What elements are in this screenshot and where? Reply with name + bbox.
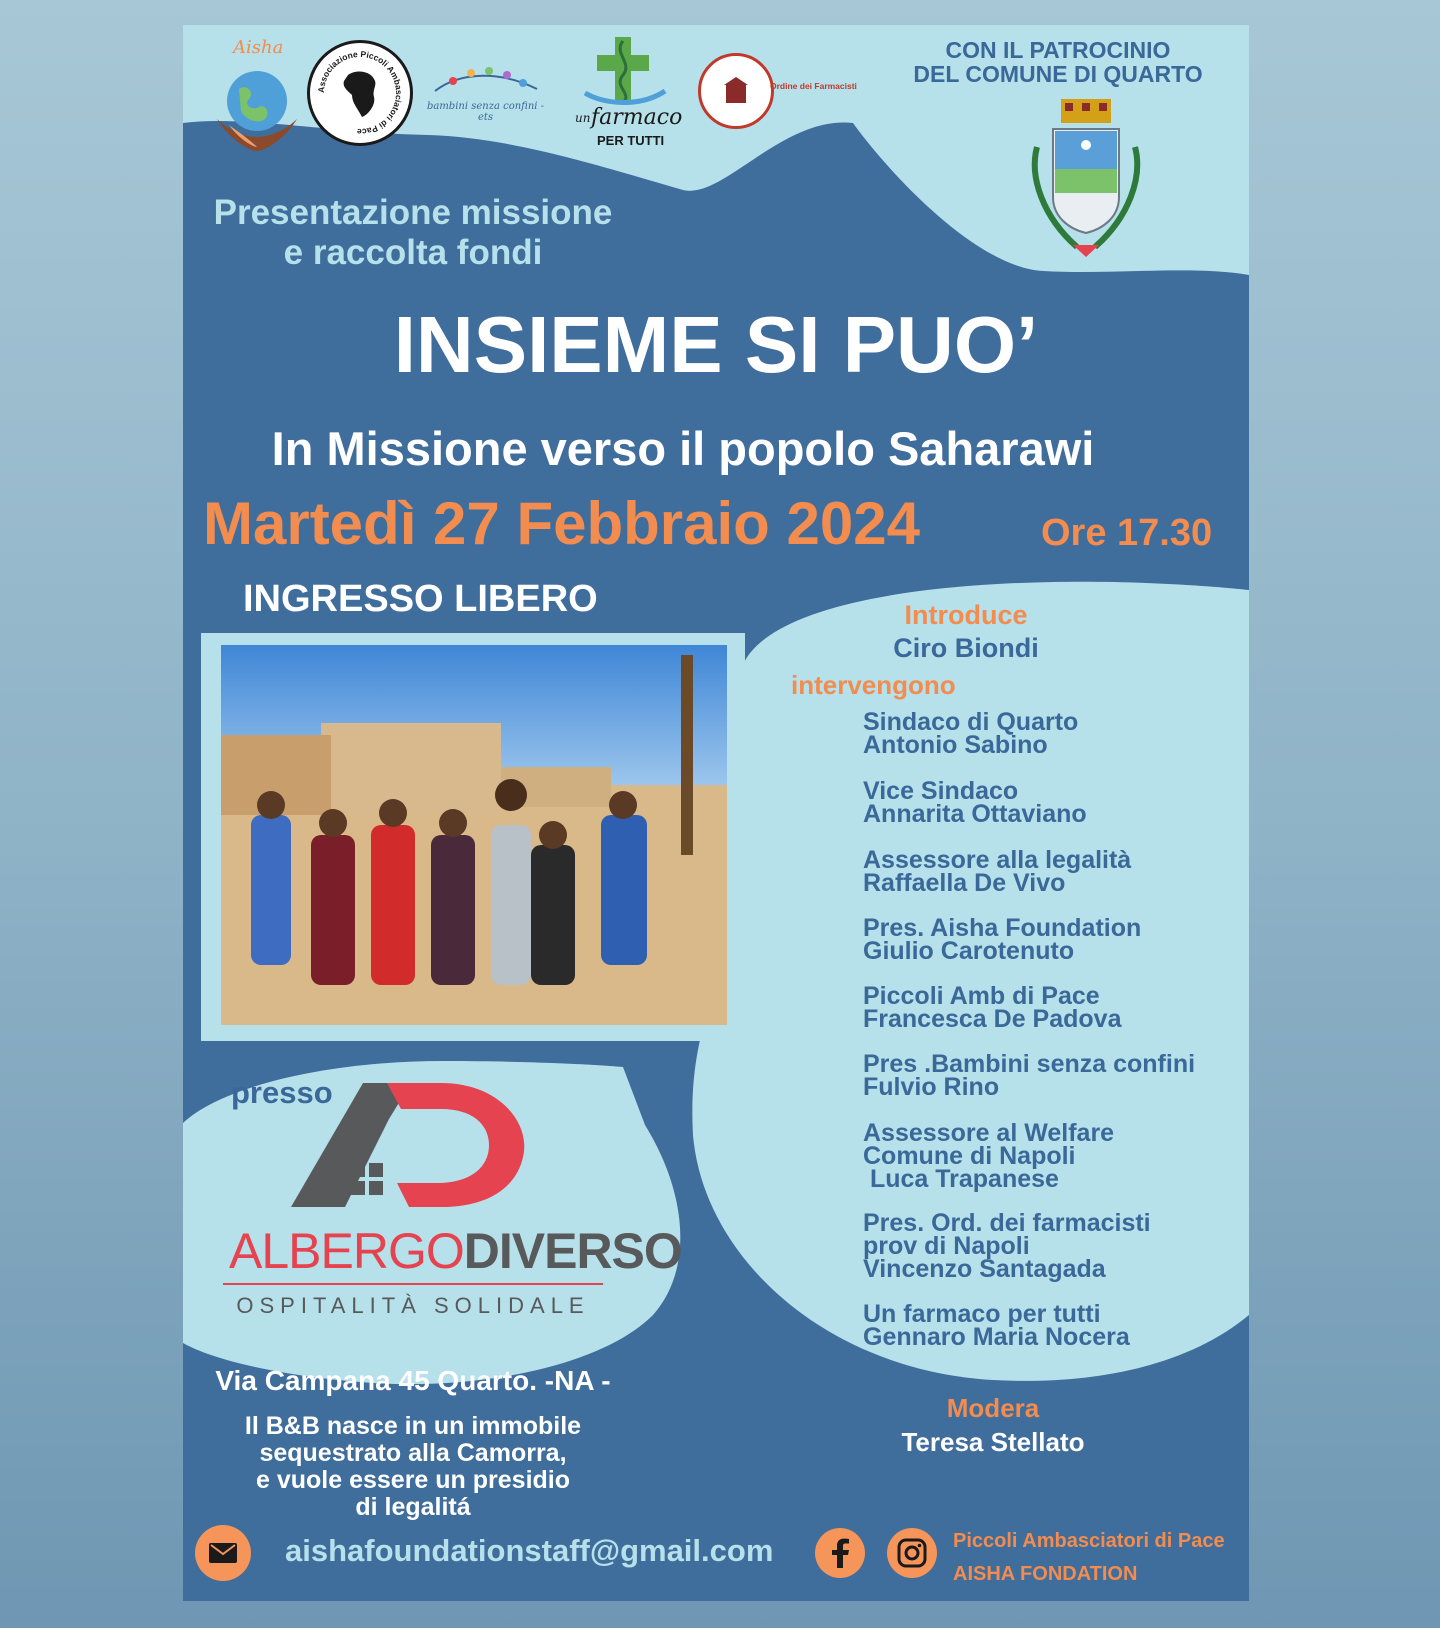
speaker-item bbox=[863, 914, 1243, 965]
moderator-name: Teresa Stellato bbox=[901, 1427, 1085, 1457]
speaker-item bbox=[863, 1300, 1243, 1351]
speaker-name: Annarita Ottaviano bbox=[863, 800, 1087, 828]
introduce-label: Introduce bbox=[904, 600, 1028, 630]
speaker-role: Un farmaco per tutti bbox=[863, 1300, 1101, 1328]
ordine-farmacisti-logo bbox=[698, 53, 858, 129]
speaker-item bbox=[863, 982, 1243, 1033]
patronage-line1: CON IL PATROCINIO bbox=[945, 37, 1171, 63]
speaker-name: Francesca De Padova bbox=[863, 1005, 1122, 1033]
event-subtitle: In Missione verso il popolo Saharawi bbox=[271, 422, 1095, 475]
speaker-name: Luca Trapanese bbox=[863, 1165, 1059, 1193]
intro-line1: Presentazione missione bbox=[213, 193, 613, 232]
aisha-logo bbox=[205, 35, 305, 155]
speaker-role: Pres. Ord. dei farmacisti bbox=[863, 1209, 1151, 1237]
globe-hands-icon bbox=[209, 59, 305, 155]
speaker-item bbox=[863, 777, 1243, 828]
piccoli-ring-text: Associazione Piccoli Ambasciatori di Pace bbox=[315, 48, 405, 138]
bambini-logo-text: bambini senza confini - ets bbox=[426, 101, 545, 123]
brand-part-diverso: DIVERSO bbox=[463, 1223, 682, 1279]
albergo-diverso-logo-icon bbox=[291, 1075, 541, 1215]
bambini-senza-confini-logo bbox=[423, 63, 548, 123]
introduce-name: Ciro Biondi bbox=[893, 633, 1039, 663]
speaker-role: Assessore alla legalità bbox=[863, 846, 1132, 874]
social-page-2[interactable]: AISHA FONDATION bbox=[953, 1563, 1138, 1585]
speaker-name: Gennaro Maria Nocera bbox=[863, 1323, 1130, 1351]
event-title: INSIEME SI PUO’ bbox=[393, 300, 1039, 389]
moderator-label: Modera bbox=[946, 1393, 1040, 1423]
event-time: Ore 17.30 bbox=[1041, 512, 1213, 554]
venue-note bbox=[183, 1413, 643, 1521]
speaker-org: Comune di Napoli bbox=[863, 1142, 1076, 1170]
social-names bbox=[953, 1525, 1225, 1591]
albergo-diverso-brand bbox=[229, 1223, 682, 1279]
speaker-role: Sindaco di Quarto bbox=[863, 708, 1079, 736]
instagram-icon[interactable] bbox=[887, 1528, 937, 1578]
children-figures-icon bbox=[431, 63, 541, 97]
presso-label: presso bbox=[231, 1075, 333, 1110]
farmaco-un-text: un bbox=[575, 111, 591, 125]
contact-email[interactable]: aishafoundationstaff@gmail.com bbox=[285, 1533, 774, 1568]
speaker-item bbox=[863, 1050, 1243, 1101]
venue-address: Via Campana 45 Quarto. -NA - bbox=[215, 1365, 611, 1396]
speaker-role: Piccoli Amb di Pace bbox=[863, 982, 1100, 1010]
speaker-name: Fulvio Rino bbox=[863, 1073, 1000, 1101]
social-page-1[interactable]: Piccoli Ambasciatori di Pace bbox=[953, 1530, 1225, 1552]
piccoli-ambasciatori-logo bbox=[307, 40, 413, 146]
venue-note-line1: Il B&B nasce in un immobile bbox=[244, 1412, 582, 1440]
venue-note-line2: sequestrato alla Camorra, bbox=[259, 1439, 567, 1467]
venue-note-line3: e vuole essere un presidio bbox=[255, 1466, 570, 1494]
poster bbox=[183, 25, 1249, 1601]
un-farmaco-per-tutti-logo bbox=[575, 33, 683, 153]
speaker-org: prov di Napoli bbox=[863, 1232, 1030, 1260]
brand-tagline: OSPITALITÀ SOLIDALE bbox=[236, 1293, 590, 1318]
mail-icon[interactable] bbox=[195, 1525, 251, 1581]
speakers-label: intervengono bbox=[791, 670, 956, 700]
africa-map-icon bbox=[312, 45, 408, 141]
intro-line2: e raccolta fondi bbox=[283, 233, 543, 272]
speaker-item bbox=[863, 1209, 1243, 1283]
comune-quarto-crest-icon bbox=[1023, 97, 1149, 265]
speaker-name: Giulio Carotenuto bbox=[863, 937, 1075, 965]
speaker-item bbox=[863, 846, 1243, 897]
farmaco-per-tutti-text: PER TUTTI bbox=[597, 133, 665, 148]
saharawi-children-photo bbox=[221, 645, 727, 1025]
speaker-item bbox=[863, 708, 1243, 759]
speaker-role: Pres .Bambini senza confini bbox=[863, 1050, 1196, 1078]
ordine-logo-text: Ordine dei Farmacisti bbox=[770, 81, 857, 91]
brand-divider bbox=[223, 1283, 603, 1285]
intro-text bbox=[183, 193, 643, 273]
patronage-text bbox=[873, 38, 1243, 86]
speaker-role: Pres. Aisha Foundation bbox=[863, 914, 1142, 942]
venue-note-line4: di legalitá bbox=[355, 1493, 471, 1521]
speaker-name: Raffaella De Vivo bbox=[863, 869, 1066, 897]
speaker-name: Vincenzo Santagada bbox=[863, 1255, 1106, 1283]
speaker-role: Vice Sindaco bbox=[863, 777, 1019, 805]
event-date: Martedì 27 Febbraio 2024 bbox=[203, 490, 920, 557]
farmaco-word-text: farmaco bbox=[591, 105, 683, 130]
ordine-seal-icon bbox=[698, 53, 774, 129]
pharmacy-cross-icon bbox=[575, 33, 671, 111]
speaker-name: Antonio Sabino bbox=[863, 731, 1048, 759]
brand-part-albergo: ALBERGO bbox=[229, 1223, 464, 1279]
speaker-role: Assessore al Welfare bbox=[863, 1119, 1115, 1147]
aisha-logo-text: Aisha bbox=[233, 37, 284, 58]
patronage-line2: DEL COMUNE DI QUARTO bbox=[913, 61, 1203, 87]
entry-free: INGRESSO LIBERO bbox=[243, 578, 598, 620]
speaker-item bbox=[863, 1119, 1243, 1193]
facebook-icon[interactable] bbox=[815, 1528, 865, 1578]
